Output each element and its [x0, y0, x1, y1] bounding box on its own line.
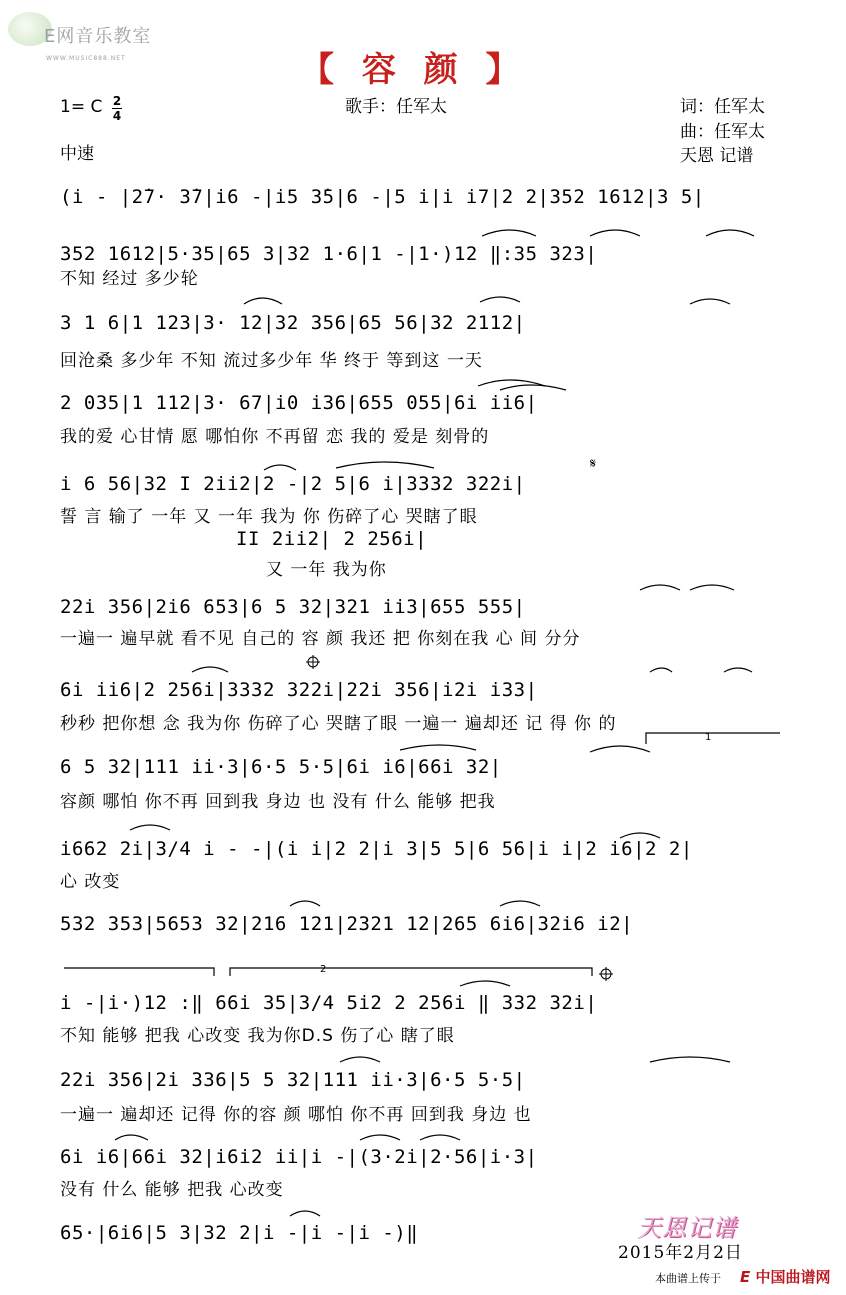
volta-1-label: 1 — [705, 732, 712, 743]
slur-mark — [590, 746, 650, 752]
site-name: 中国曲谱网 — [755, 1268, 831, 1286]
slur-mark — [290, 901, 320, 906]
site-brand[interactable] — [740, 1266, 831, 1287]
lyric-line-4: 我的爱 心甘情 愿 哪怕你 不再留 恋 我的 爱是 刻骨的 — [60, 427, 490, 447]
slur-mark — [706, 230, 754, 236]
lyric-line-3: 回沧桑 多少年 不知 流过多少年 华 终于 等到这 一天 — [60, 351, 483, 371]
slur-mark — [244, 298, 282, 304]
score-line-13: 6i i6|66i 32|i6i2 ii|i -|(3·2i|2·56|i·3| — [60, 1146, 538, 1168]
volta-2-bracket — [230, 968, 592, 976]
lyricist-credit: 词：任军太 — [680, 97, 765, 117]
lyric-line-13: 没有 什么 能够 把我 心改变 — [60, 1180, 284, 1200]
slur-mark — [650, 668, 672, 672]
score-line-14: 65·|6i6|5 3|32 2|i -|i -|i -)‖ — [60, 1222, 419, 1244]
score-line-2: 352 1612|5·35|65 3|32 1·6|1 -|1·)12 ‖:35 323| — [60, 243, 598, 265]
key-signature: 1= C — [60, 97, 103, 117]
slur-mark — [650, 1057, 730, 1062]
slur-mark — [420, 1135, 460, 1140]
score-line-5: i 6 56|32 I 2ii2|2 -|2 5|6 i|3332 322i| — [60, 473, 526, 495]
lyric-line-11: 不知 能够 把我 心改变 我为你D.S 伤了心 瞎了眼 — [60, 1026, 455, 1046]
site-logo-icon: E — [740, 1268, 751, 1286]
slur-mark — [482, 230, 536, 236]
composer-credit: 曲：任军太 — [680, 122, 765, 142]
score-line-4: 2 035|1 112|3· 67|i0 i36|655 055|6i ii6| — [60, 392, 538, 414]
slur-mark — [460, 981, 510, 986]
slur-mark — [724, 668, 752, 672]
slur-mark — [336, 462, 434, 468]
lyric-line-6: 一遍一 遍早就 看不见 自己的 容 颜 我还 把 你刻在我 心 间 分分 — [60, 629, 581, 649]
lyric-line-5-volta-2: 又 一年 我为你 — [266, 560, 387, 580]
segno-icon: 𝄋 — [590, 456, 597, 472]
volta-1-bracket — [64, 968, 214, 976]
slur-mark — [500, 901, 540, 906]
slur-mark — [500, 385, 566, 390]
score-line-1: (i - |2̇7· 3̇7|i6 -|i5 3̇5|6 -|5 i|i i7|2 2|352 1612|3 5| — [60, 186, 705, 208]
score-line-12: 22i 356|2i 336|5 5 32|111 ii·3|6·5 5·5| — [60, 1069, 526, 1091]
tempo-marking: 中速 — [60, 144, 94, 164]
slur-mark — [340, 1057, 380, 1062]
lyric-line-12: 一遍一 遍却还 记得 你的容 颜 哪怕 你不再 回到我 身边 也 — [60, 1105, 532, 1125]
slur-mark — [115, 1135, 148, 1140]
score-line-3: 3 1 6|1 123|3· 12|32 356|65 56|32 2112| — [60, 312, 526, 334]
transcriber-credit: 天恩 记谱 — [680, 146, 754, 166]
score-line-5-volta-2: II 2ii2| 2 256i| — [236, 528, 428, 550]
score-line-6: 22i 356|2i6 653|6 5 32|321 ii3|655 555| — [60, 596, 526, 618]
lyric-line-2: 不知 经过 多少轮 — [60, 269, 199, 289]
singer-credit: 歌手：任军太 — [345, 97, 447, 117]
score-line-11: i -|i·)12 :‖ 66i 35|3/4 5i2 2 256i ‖ 332 32i| — [60, 992, 598, 1014]
slur-mark — [620, 833, 660, 838]
lyric-line-8: 容颜 哪怕 你不再 回到我 身边 也 没有 什么 能够 把我 — [60, 792, 496, 812]
slur-mark — [640, 585, 680, 590]
time-signature: 2 4 — [112, 94, 122, 123]
slur-mark — [690, 299, 730, 304]
transcription-date: 2015年2月2日 — [618, 1243, 743, 1263]
logo-url: WWW.MUSIC888.NET — [46, 55, 126, 62]
slur-mark — [130, 825, 170, 830]
score-line-7: 6i ii6|2 256i|3332 322i|22i 356|i2i i33| — [60, 679, 538, 701]
lyric-line-7: 秒秒 把你想 念 我为你 伤碎了心 哭瞎了眼 一遍一 遍却还 记 得 你 的 — [60, 714, 617, 734]
lyric-line-5: 誓 言 输了 一年 又 一年 我为 你 伤碎了心 哭瞎了眼 — [60, 507, 478, 527]
slur-mark — [264, 465, 296, 470]
lyric-line-9: 心 改变 — [60, 872, 121, 892]
slur-mark — [590, 230, 640, 236]
score-line-8: 6 5 32|111 ii·3|6·5 5·5|6i i6|66i 32| — [60, 756, 502, 778]
transcriber-stamp: 天恩记谱 — [637, 1214, 737, 1242]
volta-1-bracket — [646, 733, 780, 744]
score-line-10: 532 353|5653 32|216 121|2321 12|265 6i6|32i6 i2| — [60, 913, 634, 935]
slur-mark — [192, 667, 228, 672]
slur-mark — [360, 1135, 400, 1140]
upload-note: 本曲谱上传于 — [655, 1272, 721, 1285]
slur-mark — [690, 585, 734, 590]
slur-mark — [480, 297, 520, 302]
slur-mark — [400, 745, 476, 750]
song-title: 【 容 颜 】 — [300, 50, 528, 90]
volta-2-label: 2 — [320, 964, 327, 975]
slur-mark — [290, 1211, 320, 1216]
logo-text: E网音乐教室 — [44, 26, 152, 47]
score-line-9: i662 2i|3/4 i - -|(i i|2 2|i 3|5 5|6 56|i i|2 i6|2 2| — [60, 838, 693, 860]
